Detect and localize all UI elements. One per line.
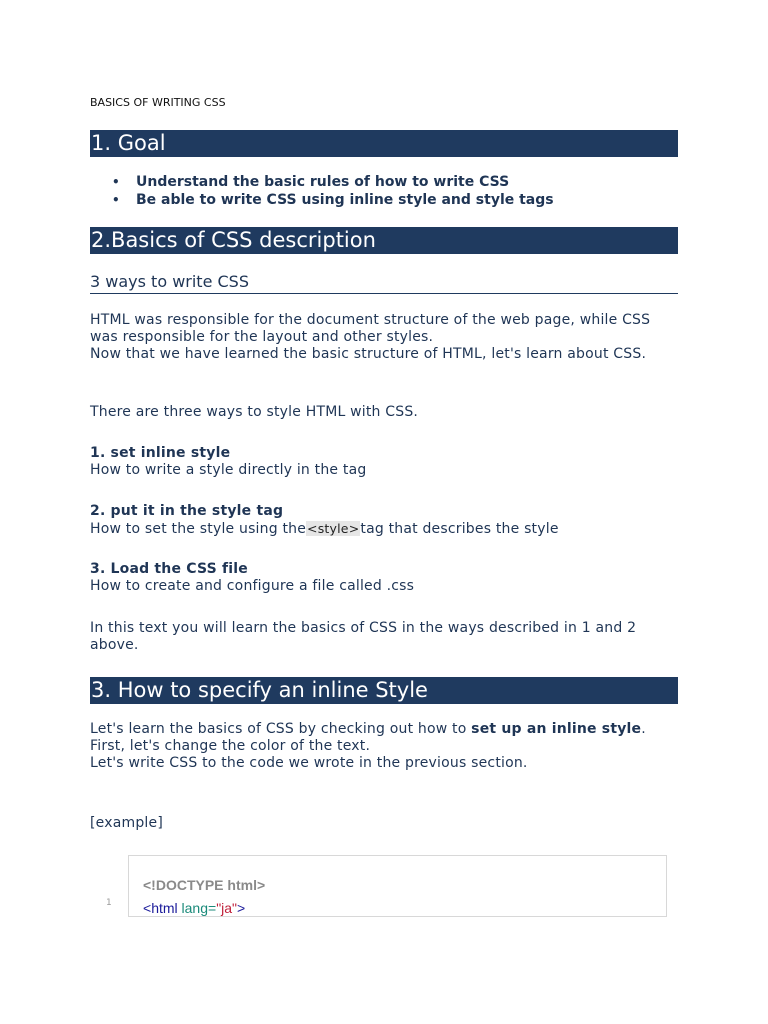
way-1-block [90, 445, 680, 479]
inline-text-2: First, let's change the color of the text. [90, 738, 371, 754]
code-html-line [143, 900, 245, 916]
list-item [112, 192, 554, 210]
subheading-three-ways: 3 ways to write CSS [90, 272, 678, 294]
way-1-description: How to write a style directly in the tag [90, 462, 367, 478]
way-2-description [90, 520, 680, 538]
bullet-icon: • [112, 175, 120, 189]
code-equals: = [208, 900, 217, 916]
way-2-title: 2. put it in the style tag [90, 503, 284, 519]
inline-paragraph [90, 721, 680, 772]
code-tag-open: < [143, 900, 152, 916]
closing-paragraph: In this text you will learn the basics of CSS in the ways described in 1 and 2 above. [90, 620, 637, 653]
section-heading-goal: 1. Goal [90, 130, 678, 157]
intro-text-2: Now that we have learned the basic structure of HTML, let's learn about CSS. [90, 346, 647, 362]
inline-text-bold: set up an inline style [471, 721, 642, 737]
inline-text-after: . [641, 721, 646, 737]
code-tag-name: html [151, 900, 178, 916]
code-tag-close: > [237, 900, 246, 916]
three-ways-paragraph: There are three ways to style HTML with CSS. [90, 404, 419, 420]
bullet-icon: • [112, 192, 120, 207]
code-doctype-line: <!DOCTYPE html> [143, 877, 266, 893]
goal-list [112, 174, 554, 209]
way-3-description: How to create and configure a file called .css [90, 578, 415, 594]
way-3-block [90, 561, 680, 595]
goal-item-text: Be able to write CSS using inline style and style tags [136, 191, 554, 208]
intro-text-1: HTML was responsible for the document structure of the web page, while CSS was responsible for the layout and other styles. [90, 312, 651, 345]
inline-text-before: Let's learn the basics of CSS by checking out how to [90, 721, 472, 737]
document-title: BASICS OF WRITING CSS [90, 96, 226, 109]
way-2-desc-before: How to set the style using the [90, 521, 307, 537]
way-2-block [90, 503, 680, 538]
way-2-desc-after: tag that describes the style [360, 521, 559, 537]
list-item [112, 174, 554, 192]
section-heading-basics: 2.Basics of CSS description [90, 227, 678, 254]
code-line-number: 1 [106, 898, 112, 908]
section-heading-inline: 3. How to specify an inline Style [90, 677, 678, 704]
example-label: [example] [90, 815, 163, 831]
inline-text-3: Let's write CSS to the code we wrote in the previous section. [90, 755, 528, 771]
goal-item-text: Understand the basic rules of how to write CSS [136, 174, 510, 190]
way-1-title: 1. set inline style [90, 445, 231, 461]
style-tag-code: <style> [307, 521, 360, 536]
way-3-title: 3. Load the CSS file [90, 561, 248, 577]
intro-paragraph [90, 312, 680, 363]
code-attr-name: lang [181, 900, 208, 916]
code-attr-value: "ja" [216, 900, 238, 916]
